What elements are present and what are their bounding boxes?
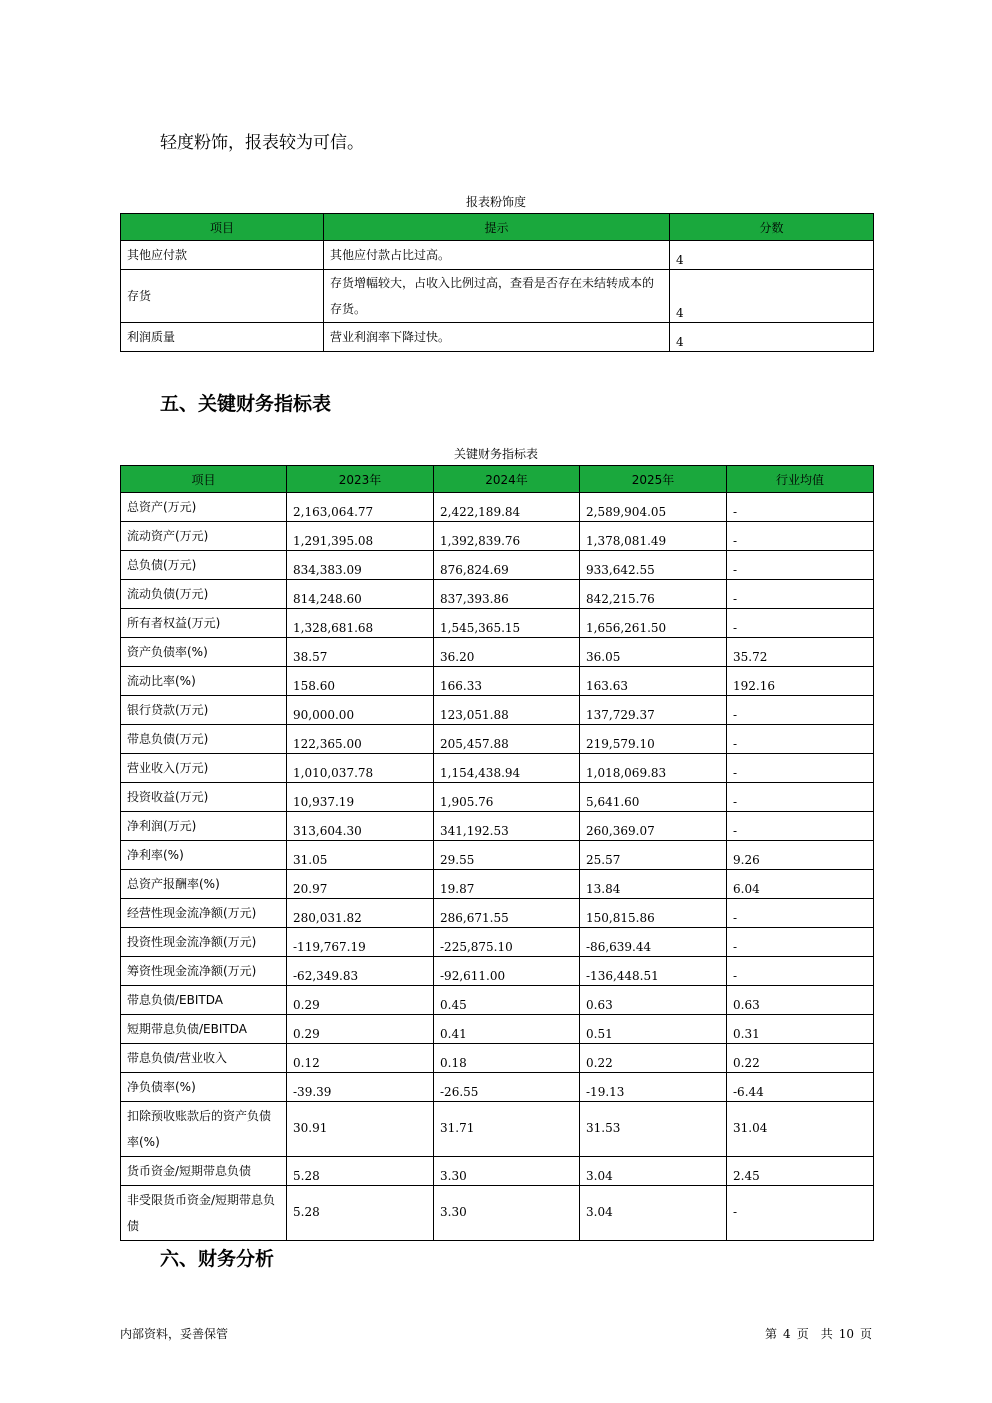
table-row bbox=[121, 928, 874, 957]
row-2024-cell: 837,393.86 bbox=[434, 580, 580, 609]
row-item-cell: 筹资性现金流净额(万元) bbox=[121, 957, 287, 986]
table-row bbox=[121, 609, 874, 638]
row-2023-cell: 1,291,395.08 bbox=[287, 522, 434, 551]
row-2024-cell: 123,051.88 bbox=[434, 696, 580, 725]
intro-text: 轻度粉饰，报表较为可信。 bbox=[160, 133, 364, 153]
row-2025-cell: 933,642.55 bbox=[580, 551, 727, 580]
row-item-cell: 非受限货币资金/短期带息负债 bbox=[121, 1186, 287, 1241]
whitewash-table bbox=[120, 213, 874, 352]
row-2025-cell: 1,018,069.83 bbox=[580, 754, 727, 783]
row-2025-cell: 13.84 bbox=[580, 870, 727, 899]
row-industry-avg-cell: - bbox=[727, 609, 874, 638]
row-2025-cell: -86,639.44 bbox=[580, 928, 727, 957]
row-2024-cell: 29.55 bbox=[434, 841, 580, 870]
row-2023-cell: 814,248.60 bbox=[287, 580, 434, 609]
section-five-title: 五、关键财务指标表 bbox=[160, 393, 332, 415]
row-industry-avg-cell: 0.31 bbox=[727, 1015, 874, 1044]
row-2023-cell: 2,163,064.77 bbox=[287, 493, 434, 522]
row-2023-cell: -119,767.19 bbox=[287, 928, 434, 957]
row-item-cell: 短期带息负债/EBITDA bbox=[121, 1015, 287, 1044]
row-industry-avg-cell: 192.16 bbox=[727, 667, 874, 696]
column-header-2025: 2025年 bbox=[580, 466, 727, 493]
row-2025-cell: -136,448.51 bbox=[580, 957, 727, 986]
row-2023-cell: 313,604.30 bbox=[287, 812, 434, 841]
row-item-cell: 带息负债/营业收入 bbox=[121, 1044, 287, 1073]
page-mid: 页 共 bbox=[796, 1327, 833, 1341]
row-item-cell: 其他应付款 bbox=[121, 241, 324, 270]
table-row bbox=[121, 667, 874, 696]
table-row bbox=[121, 1015, 874, 1044]
row-2024-cell: 1,154,438.94 bbox=[434, 754, 580, 783]
table-row bbox=[121, 754, 874, 783]
row-industry-avg-cell: - bbox=[727, 899, 874, 928]
row-2025-cell: 1,378,081.49 bbox=[580, 522, 727, 551]
row-2025-cell: 163.63 bbox=[580, 667, 727, 696]
row-2023-cell: 0.12 bbox=[287, 1044, 434, 1073]
row-2024-cell: 341,192.53 bbox=[434, 812, 580, 841]
row-industry-avg-cell: - bbox=[727, 551, 874, 580]
row-item-cell: 带息负债(万元) bbox=[121, 725, 287, 754]
row-industry-avg-cell: - bbox=[727, 754, 874, 783]
section-six-title: 六、财务分析 bbox=[160, 1248, 275, 1270]
row-2025-cell: 25.57 bbox=[580, 841, 727, 870]
row-2024-cell: 3.30 bbox=[434, 1186, 580, 1241]
table2-caption: 关键财务指标表 bbox=[453, 447, 538, 461]
table-row bbox=[121, 638, 874, 667]
row-industry-avg-cell: - bbox=[727, 522, 874, 551]
row-item-cell: 所有者权益(万元) bbox=[121, 609, 287, 638]
table-header-row bbox=[121, 466, 874, 493]
row-industry-avg-cell: - bbox=[727, 696, 874, 725]
table-row bbox=[121, 1186, 874, 1241]
table-row bbox=[121, 725, 874, 754]
table1-caption: 报表粉饰度 bbox=[465, 195, 526, 209]
row-industry-avg-cell: -6.44 bbox=[727, 1073, 874, 1102]
table-row bbox=[121, 870, 874, 899]
row-2025-cell: 1,656,261.50 bbox=[580, 609, 727, 638]
row-2023-cell: 30.91 bbox=[287, 1102, 434, 1157]
row-2024-cell: 1,905.76 bbox=[434, 783, 580, 812]
row-hint-cell: 存货增幅较大，占收入比例过高，查看是否存在未结转成本的存货。 bbox=[324, 270, 670, 323]
row-2023-cell: 0.29 bbox=[287, 986, 434, 1015]
row-item-cell: 净负债率(%) bbox=[121, 1073, 287, 1102]
table-row bbox=[121, 270, 874, 323]
row-2025-cell: 36.05 bbox=[580, 638, 727, 667]
row-2023-cell: 5.28 bbox=[287, 1157, 434, 1186]
column-header-item: 项目 bbox=[121, 214, 324, 241]
whitewash-table-body bbox=[121, 241, 874, 352]
row-item-cell: 流动比率(%) bbox=[121, 667, 287, 696]
table-row bbox=[121, 957, 874, 986]
row-industry-avg-cell: 0.22 bbox=[727, 1044, 874, 1073]
row-item-cell: 流动负债(万元) bbox=[121, 580, 287, 609]
column-header-2024: 2024年 bbox=[434, 466, 580, 493]
row-industry-avg-cell: - bbox=[727, 812, 874, 841]
column-header-score: 分数 bbox=[670, 214, 874, 241]
row-2025-cell: 0.22 bbox=[580, 1044, 727, 1073]
table-row bbox=[121, 986, 874, 1015]
row-score-cell: 4 bbox=[670, 270, 874, 323]
row-2023-cell: 1,328,681.68 bbox=[287, 609, 434, 638]
row-2024-cell: 1,392,839.76 bbox=[434, 522, 580, 551]
row-2024-cell: 2,422,189.84 bbox=[434, 493, 580, 522]
row-2025-cell: 137,729.37 bbox=[580, 696, 727, 725]
row-industry-avg-cell: - bbox=[727, 783, 874, 812]
row-2023-cell: 20.97 bbox=[287, 870, 434, 899]
table-header-row bbox=[121, 214, 874, 241]
page-number: 4 bbox=[783, 1327, 791, 1341]
row-2024-cell: -26.55 bbox=[434, 1073, 580, 1102]
row-2025-cell: 5,641.60 bbox=[580, 783, 727, 812]
table-row bbox=[121, 783, 874, 812]
page-total: 10 bbox=[838, 1327, 854, 1341]
row-2023-cell: -39.39 bbox=[287, 1073, 434, 1102]
row-score-cell: 4 bbox=[670, 241, 874, 270]
row-2023-cell: 158.60 bbox=[287, 667, 434, 696]
row-2024-cell: 0.45 bbox=[434, 986, 580, 1015]
row-2025-cell: 0.63 bbox=[580, 986, 727, 1015]
row-industry-avg-cell: 9.26 bbox=[727, 841, 874, 870]
row-industry-avg-cell: 2.45 bbox=[727, 1157, 874, 1186]
table-row bbox=[121, 493, 874, 522]
table-row bbox=[121, 323, 874, 352]
row-industry-avg-cell: - bbox=[727, 580, 874, 609]
row-industry-avg-cell: - bbox=[727, 928, 874, 957]
table-row bbox=[121, 1157, 874, 1186]
row-2023-cell: 38.57 bbox=[287, 638, 434, 667]
row-item-cell: 存货 bbox=[121, 270, 324, 323]
column-header-2023: 2023年 bbox=[287, 466, 434, 493]
page-suffix: 页 bbox=[859, 1327, 872, 1341]
row-2023-cell: 280,031.82 bbox=[287, 899, 434, 928]
row-2023-cell: 90,000.00 bbox=[287, 696, 434, 725]
page-prefix: 第 bbox=[765, 1327, 778, 1341]
row-2024-cell: 286,671.55 bbox=[434, 899, 580, 928]
row-industry-avg-cell: 35.72 bbox=[727, 638, 874, 667]
row-industry-avg-cell: 31.04 bbox=[727, 1102, 874, 1157]
table-row bbox=[121, 241, 874, 270]
table-row bbox=[121, 696, 874, 725]
row-2025-cell: 31.53 bbox=[580, 1102, 727, 1157]
row-2025-cell: 260,369.07 bbox=[580, 812, 727, 841]
row-2025-cell: 842,215.76 bbox=[580, 580, 727, 609]
row-2024-cell: 3.30 bbox=[434, 1157, 580, 1186]
row-2024-cell: 0.41 bbox=[434, 1015, 580, 1044]
key-indicators-table bbox=[120, 465, 874, 1241]
row-2024-cell: 1,545,365.15 bbox=[434, 609, 580, 638]
row-item-cell: 总资产(万元) bbox=[121, 493, 287, 522]
footer-page-indicator bbox=[765, 1325, 872, 1342]
table-row bbox=[121, 522, 874, 551]
column-header-item: 项目 bbox=[121, 466, 287, 493]
table-row bbox=[121, 899, 874, 928]
table-row bbox=[121, 1073, 874, 1102]
row-2023-cell: 834,383.09 bbox=[287, 551, 434, 580]
row-item-cell: 银行贷款(万元) bbox=[121, 696, 287, 725]
row-item-cell: 扣除预收账款后的资产负债率(%) bbox=[121, 1102, 287, 1157]
row-score-cell: 4 bbox=[670, 323, 874, 352]
table-row bbox=[121, 551, 874, 580]
row-item-cell: 资产负债率(%) bbox=[121, 638, 287, 667]
row-2024-cell: -225,875.10 bbox=[434, 928, 580, 957]
row-item-cell: 总负债(万元) bbox=[121, 551, 287, 580]
row-2023-cell: 10,937.19 bbox=[287, 783, 434, 812]
row-industry-avg-cell: - bbox=[727, 957, 874, 986]
table-row bbox=[121, 1044, 874, 1073]
row-2024-cell: -92,611.00 bbox=[434, 957, 580, 986]
row-item-cell: 投资收益(万元) bbox=[121, 783, 287, 812]
key-indicators-table-body bbox=[121, 493, 874, 1241]
row-2023-cell: 31.05 bbox=[287, 841, 434, 870]
row-2023-cell: -62,349.83 bbox=[287, 957, 434, 986]
row-2025-cell: 2,589,904.05 bbox=[580, 493, 727, 522]
row-2024-cell: 205,457.88 bbox=[434, 725, 580, 754]
row-industry-avg-cell: - bbox=[727, 493, 874, 522]
row-industry-avg-cell: 6.04 bbox=[727, 870, 874, 899]
row-2024-cell: 876,824.69 bbox=[434, 551, 580, 580]
row-2023-cell: 122,365.00 bbox=[287, 725, 434, 754]
row-2024-cell: 0.18 bbox=[434, 1044, 580, 1073]
row-item-cell: 货币资金/短期带息负债 bbox=[121, 1157, 287, 1186]
row-2025-cell: -19.13 bbox=[580, 1073, 727, 1102]
table-row bbox=[121, 841, 874, 870]
row-2025-cell: 3.04 bbox=[580, 1186, 727, 1241]
row-item-cell: 净利率(%) bbox=[121, 841, 287, 870]
row-2025-cell: 0.51 bbox=[580, 1015, 727, 1044]
row-2024-cell: 31.71 bbox=[434, 1102, 580, 1157]
row-item-cell: 利润质量 bbox=[121, 323, 324, 352]
column-header-industry-avg: 行业均值 bbox=[727, 466, 874, 493]
row-item-cell: 净利润(万元) bbox=[121, 812, 287, 841]
row-industry-avg-cell: - bbox=[727, 725, 874, 754]
row-2024-cell: 36.20 bbox=[434, 638, 580, 667]
table-row bbox=[121, 1102, 874, 1157]
row-2025-cell: 219,579.10 bbox=[580, 725, 727, 754]
row-hint-cell: 其他应付款占比过高。 bbox=[324, 241, 670, 270]
row-item-cell: 经营性现金流净额(万元) bbox=[121, 899, 287, 928]
row-item-cell: 投资性现金流净额(万元) bbox=[121, 928, 287, 957]
row-2025-cell: 3.04 bbox=[580, 1157, 727, 1186]
column-header-hint: 提示 bbox=[324, 214, 670, 241]
row-2024-cell: 166.33 bbox=[434, 667, 580, 696]
row-2024-cell: 19.87 bbox=[434, 870, 580, 899]
row-item-cell: 带息负债/EBITDA bbox=[121, 986, 287, 1015]
row-item-cell: 流动资产(万元) bbox=[121, 522, 287, 551]
row-2025-cell: 150,815.86 bbox=[580, 899, 727, 928]
row-item-cell: 总资产报酬率(%) bbox=[121, 870, 287, 899]
footer-confidential-note: 内部资料，妥善保管 bbox=[120, 1327, 229, 1341]
row-industry-avg-cell: - bbox=[727, 1186, 874, 1241]
row-2023-cell: 1,010,037.78 bbox=[287, 754, 434, 783]
row-2023-cell: 0.29 bbox=[287, 1015, 434, 1044]
row-item-cell: 营业收入(万元) bbox=[121, 754, 287, 783]
table-row bbox=[121, 580, 874, 609]
row-hint-cell: 营业利润率下降过快。 bbox=[324, 323, 670, 352]
row-2023-cell: 5.28 bbox=[287, 1186, 434, 1241]
row-industry-avg-cell: 0.63 bbox=[727, 986, 874, 1015]
table-row bbox=[121, 812, 874, 841]
